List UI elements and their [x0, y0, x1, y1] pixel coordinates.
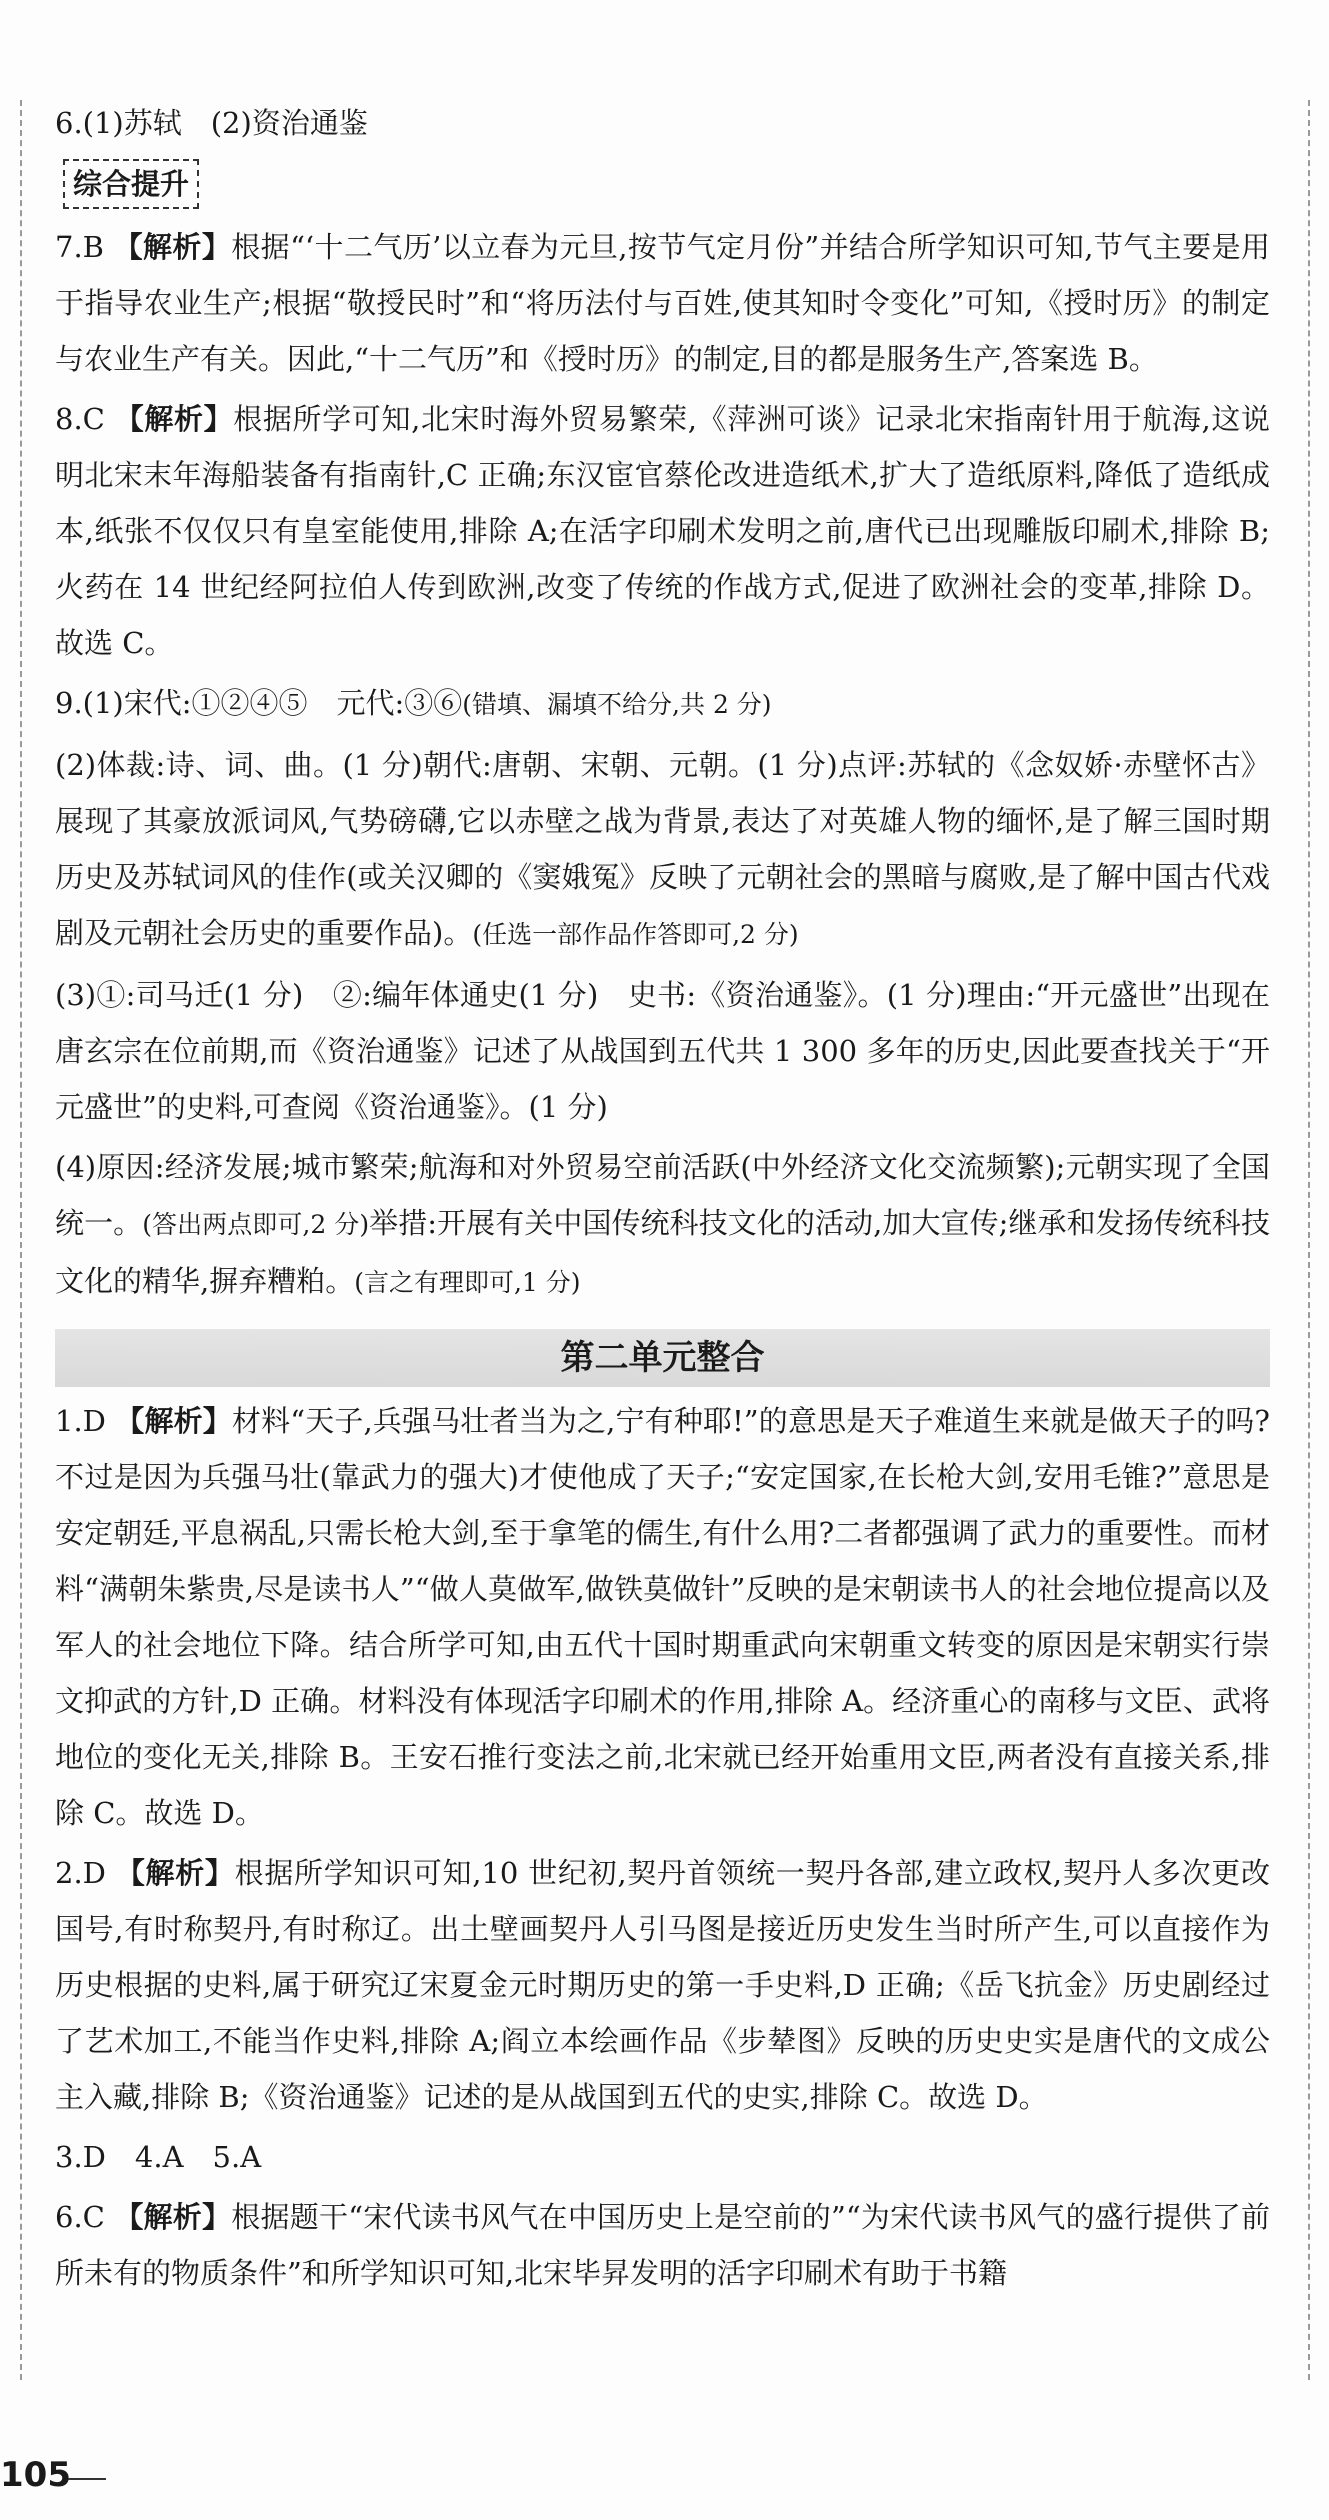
analysis-tag: 【解析】 [113, 230, 232, 264]
q9-1-text: 9.(1)宋代:①②④⑤ 元代:③⑥ [55, 686, 463, 720]
answer-q9-2 [55, 737, 1270, 963]
analysis-tag: 【解析】 [115, 1856, 235, 1890]
right-dashed-border [1308, 100, 1310, 2380]
answer-q9-1 [55, 675, 1270, 733]
u1-text: 材料“天子,兵强马壮者当为之,宁有种耶!”的意思是天子难道生来就是做天子的吗?不过是因为兵强马壮(靠武力的强大)才使他成了天子;“安定国家,在长枪大剑,安用毛锥?”意思是安定朝廷,平息祸乱,只需长枪大剑,至于拿笔的儒生,有什么用?二者都强调了武力的重要性。而材料“满朝朱紫贵,尽是读书人”“做人莫做军,做铁莫做针”反映的是宋朝读书人的社会地位提高以及军人的社会地位下降。结合所学可知,由五代十国时期重武向宋朝重文转变的原因是宋朝实行崇文抑武的方针,D 正确。材料没有体现活字印刷术的作用,排除 A。经济重心的南移与文臣、武将地位的变化无关,排除 B。王安石推行变法之前,北宋就已经开始重用文臣,两者没有直接关系,排除 C。故选 D。 [55, 1404, 1270, 1830]
unit-heading: 第二单元整合 [55, 1329, 1270, 1387]
answer-u2 [55, 1845, 1270, 2125]
u2-number: 2.D [55, 1856, 116, 1890]
q9-4-note-2: (言之有理即可,1 分) [354, 1268, 581, 1297]
answer-q6-prev: 6.(1)苏轼 (2)资治通鉴 [55, 106, 368, 140]
answer-q7 [55, 219, 1270, 387]
q9-2-text: (2)体裁:诗、词、曲。(1 分)朝代:唐朝、宋朝、元朝。(1 分)点评:苏轼的《念奴娇·赤壁怀古》展现了其豪放派词风,气势磅礴,它以赤壁之战为背景,表达了对英雄人物的缅怀,是了解三国时期历史及苏轼词风的佳作(或关汉卿的《窦娥冤》反映了元朝社会的黑暗与腐败,是了解中国古代戏剧及元朝社会历史的重要作品)。 [55, 748, 1270, 950]
analysis-tag: 【解析】 [114, 2200, 232, 2234]
q9-4-text-b: 举措:开展有关中国传统科技文化的活动,加大宣传;继承和发扬传统科技文化的精华,摒弃糟粕。 [55, 1206, 1270, 1298]
page-number-rule [68, 2478, 106, 2480]
page-number: 105 [0, 2455, 71, 2495]
u2-text: 根据所学知识可知,10 世纪初,契丹首领统一契丹各部,建立政权,契丹人多次更改国号,有时称契丹,有时称辽。出土壁画契丹人引马图是接近历史发生当时所产生,可以直接作为历史根据的史料,属于研究辽宋夏金元时期历史的第一手史料,D 正确;《岳飞抗金》历史剧经过了艺术加工,不能当作史料,排除 A;阎立本绘画作品《步辇图》反映的历史史实是唐代的文成公主入藏,排除 B;《资治通鉴》记述的是从战国到五代的史实,排除 C。故选 D。 [55, 1856, 1270, 2114]
q9-4-note-1: (答出两点即可,2 分) [142, 1210, 370, 1239]
q8-text: 根据所学可知,北宋时海外贸易繁荣,《萍洲可谈》记录北宋指南针用于航海,这说明北宋末年海船装备有指南针,C 正确;东汉宦官蔡伦改进造纸术,扩大了造纸原料,降低了造纸成本,纸张不仅仅只有皇室能使用,排除 A;在活字印刷术发明之前,唐代已出现雕版印刷术,排除 B;火药在 14 世纪经阿拉伯人传到欧洲,改变了传统的作战方式,促进了欧洲社会的变革,排除 D。故选 C。 [55, 402, 1270, 660]
left-dashed-border [20, 100, 22, 2380]
q9-1-note: (错填、漏填不给分,共 2 分) [462, 690, 772, 719]
u6-number: 6.C [55, 2200, 115, 2234]
q8-number: 8.C [55, 402, 115, 436]
analysis-tag: 【解析】 [114, 402, 234, 436]
answer-u6 [55, 2189, 1270, 2301]
q7-number: 7.B [55, 230, 114, 264]
q9-2-note: (任选一部作品作答即可,2 分) [472, 920, 799, 949]
answer-q8 [55, 391, 1270, 671]
content [55, 95, 1270, 2305]
answer-q9-4 [55, 1139, 1270, 1311]
answer-u1 [55, 1393, 1270, 1841]
u6-text: 根据题干“宋代读书风气在中国历史上是空前的”“为宋代读书风气的盛行提供了前所未有的物质条件”和所学知识可知,北宋毕昇发明的活字印刷术有助于书籍 [55, 2200, 1270, 2290]
section-heading: 综合提升 [63, 159, 199, 209]
q7-text: 根据“‘十二气历’以立春为元旦,按节气定月份”并结合所学知识可知,节气主要是用于指导农业生产;根据“敬授民时”和“将历法付与百姓,使其知时令变化”可知,《授时历》的制定与农业生产有关。因此,“十二气历”和《授时历》的制定,目的都是服务生产,答案选 B。 [55, 230, 1270, 376]
analysis-tag: 【解析】 [115, 1404, 232, 1438]
u1-number: 1.D [55, 1404, 116, 1438]
q9-4-text-a: (4)原因:经济发展;城市繁荣;航海和对外贸易空前活跃(中外经济文化交流频繁);元朝实现了全国统一。 [55, 1150, 1270, 1240]
answer-u3-5: 3.D 4.A 5.A [55, 2140, 262, 2174]
answer-q9-3: (3)①:司马迁(1 分) ②:编年体通史(1 分) 史书:《资治通鉴》。(1 分)理由:“开元盛世”出现在唐玄宗在位前期,而《资治通鉴》记述了从战国到五代共 1 300 多年的历史,因此要查找关于“开元盛世”的史料,可查阅《资治通鉴》。(1 分) [55, 978, 1270, 1124]
